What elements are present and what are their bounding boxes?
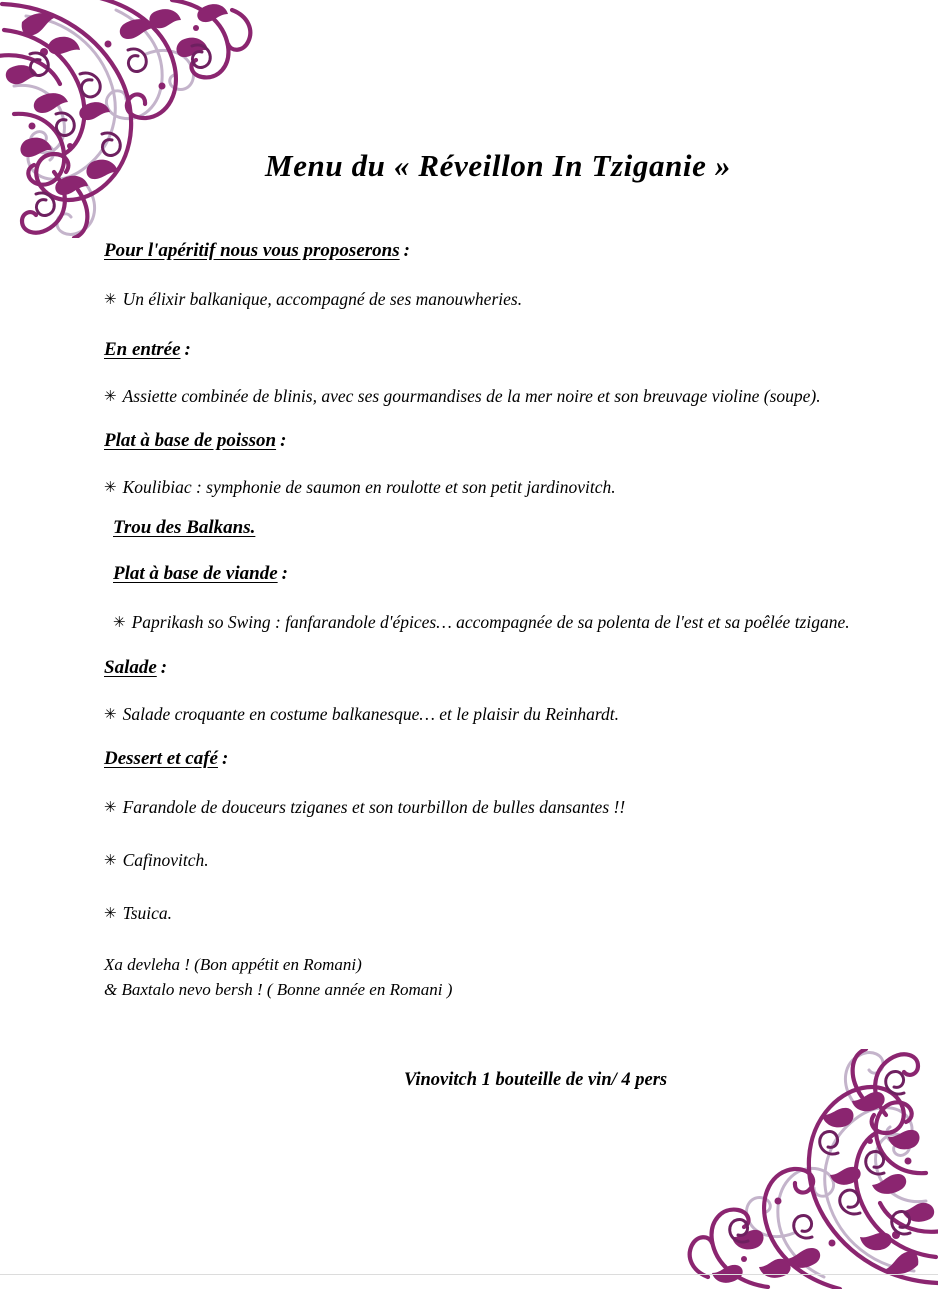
bullet-asterisk-icon: ✳ [104,799,117,816]
section-heading-poisson [104,430,864,452]
section-heading-text: Plat à base de poisson [104,430,277,452]
menu-body [0,212,864,1091]
section-heading-colon: : [160,656,168,678]
section-heading-colon: : [403,240,410,261]
section-heading-colon: : [281,563,288,585]
section-heading-text: Pour l'apéritif nous vous proposerons [104,240,400,261]
menu-item-text: Assiette combinée de blinis, avec ses gourmandises de la mer noire et son breuvage violine (soupe). [122,386,821,407]
menu-item [104,701,856,728]
section-heading-colon [255,517,259,538]
menu-item [104,900,856,927]
bullet-asterisk-icon: ✳ [104,389,117,406]
menu-item [104,847,856,874]
section-heading-viande [104,563,864,585]
menu-item-text: Cafinovitch. [122,849,209,870]
section-heading-text: Plat à base de viande [113,563,278,585]
wine-note: Vinovitch 1 bouteille de vin/ 4 pers [404,1070,668,1091]
greeting-line-bon-appetit: Xa devleha ! (Bon appétit en Romani) [104,955,362,974]
section-heading-text: Dessert et café [104,747,218,769]
bullet-asterisk-icon: ✳ [104,852,117,869]
section-heading-salade [104,657,864,679]
menu-item [104,474,856,501]
menu-item-text: Paprikash so Swing : fanfarandole d'épices… accompagnée de sa polenta de l'est et sa poêlée tzigane. [131,612,850,633]
bullet-asterisk-icon: ✳ [104,706,117,723]
menu-item-text: Un élixir balkanique, accompagné de ses manouwheries. [122,289,523,309]
bullet-asterisk-icon: ✳ [104,292,117,308]
menu-item-text: Koulibiac : symphonie de saumon en roulotte et son petit jardinovitch. [122,477,616,498]
menu-item [104,383,856,410]
section-heading-text: Trou des Balkans. [113,517,256,539]
section-heading-dessert [104,748,864,770]
section-heading-trou-des-balkans [104,517,864,539]
page-title: Menu du « Réveillon In Tziganie » [265,148,731,183]
bullet-asterisk-icon: ✳ [104,480,117,497]
menu-item-text: Salade croquante en costume balkanesque… et le plaisir du Reinhardt. [122,703,619,724]
greeting-line-bonne-annee: & Baxtalo nevo bersh ! ( Bonne année en Romani ) [104,979,453,999]
menu-item-text: Tsuica. [122,902,173,923]
section-heading-entree [104,339,864,361]
section-heading-colon: : [221,747,229,769]
menu-item [104,794,856,821]
menu-item [104,286,856,313]
section-heading-colon: : [280,430,287,452]
bullet-asterisk-icon: ✳ [113,615,126,632]
section-heading-aperitif [104,240,864,262]
bullet-asterisk-icon: ✳ [104,905,117,922]
romani-greeting [104,953,864,1002]
bottom-divider [0,1274,938,1275]
menu-item-text: Farandole de douceurs tziganes et son tourbillon de bulles dansantes !! [122,796,626,817]
menu-item [104,609,864,636]
section-heading-text: Salade [104,656,157,678]
section-heading-colon: : [184,339,191,361]
section-heading-text: En entrée [104,339,181,361]
